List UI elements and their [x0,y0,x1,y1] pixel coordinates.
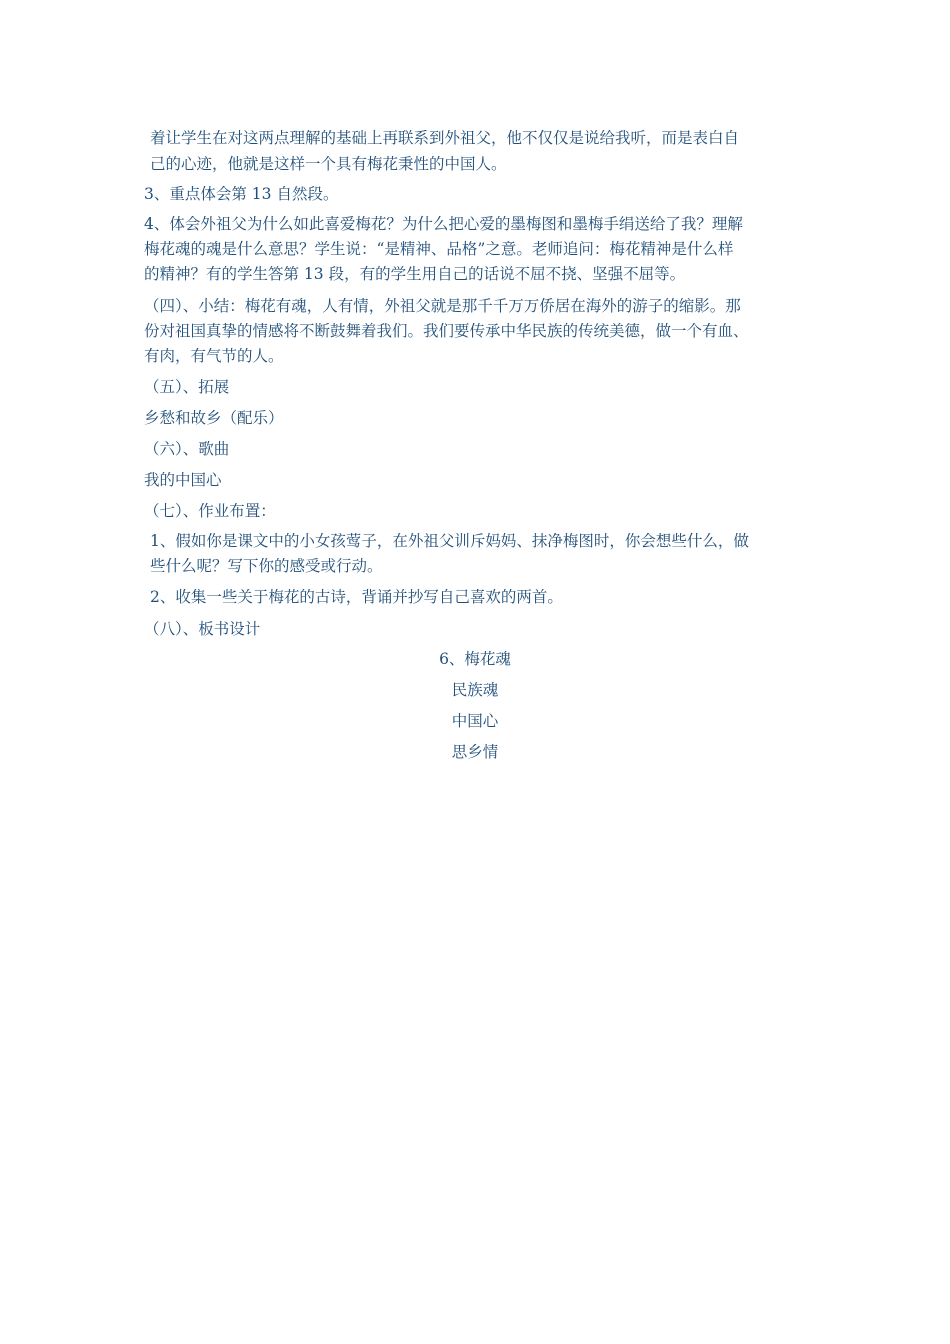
summary-line3: 有肉，有气节的人。 [144,347,284,365]
item-4-line3: 的精神？有的学生答第 13 段，有的学生用自己的话说不屈不挠、坚强不屈等。 [144,265,686,283]
song-heading: （六）、歌曲 [144,440,230,458]
para1-line2: 己的心迹，他就是这样一个具有梅花秉性的中国人。 [150,155,507,173]
board-item-2: 中国心 [451,712,499,730]
board-item-3: 思乡情 [451,743,499,761]
summary-line1: （四）、小结：梅花有魂，人有情，外祖父就是那千千万万侨居在海外的游子的缩影。那 [144,297,741,315]
extension-heading: （五）、拓展 [144,378,230,396]
board-item-1: 民族魂 [451,681,499,699]
homework-heading: （七）、作业布置： [144,502,276,520]
item-3: 3、重点体会第 13 自然段。 [144,185,339,203]
board-title: 6、梅花魂 [439,650,511,668]
item-4-line2: 梅花魂的魂是什么意思？学生说：“是精神、品格”之意。老师追问：梅花精神是什么样 [144,240,734,258]
homework-1-line1: 1、假如你是课文中的小女孩莺子，在外祖父训斥妈妈、抹净梅图时，你会想些什么，做 [150,532,749,550]
homework-2: 2、收集一些关于梅花的古诗，背诵并抄写自己喜欢的两首。 [150,588,563,606]
homework-1-line2: 些什么呢？写下你的感受或行动。 [150,557,383,575]
extension-text: 乡愁和故乡（配乐） [144,409,284,427]
summary-line2: 份对祖国真挚的情感将不断鼓舞着我们。我们要传承中华民族的传统美德，做一个有血、 [144,322,749,340]
board-heading: （八）、板书设计 [144,620,261,638]
song-text: 我的中国心 [144,471,222,489]
para1-line1: 着让学生在对这两点理解的基础上再联系到外祖父，他不仅仅是说给我听，而是表白自 [150,129,740,147]
item-4-line1: 4、体会外祖父为什么如此喜爱梅花？为什么把心爱的墨梅图和墨梅手绢送给了我？理解 [144,215,743,233]
